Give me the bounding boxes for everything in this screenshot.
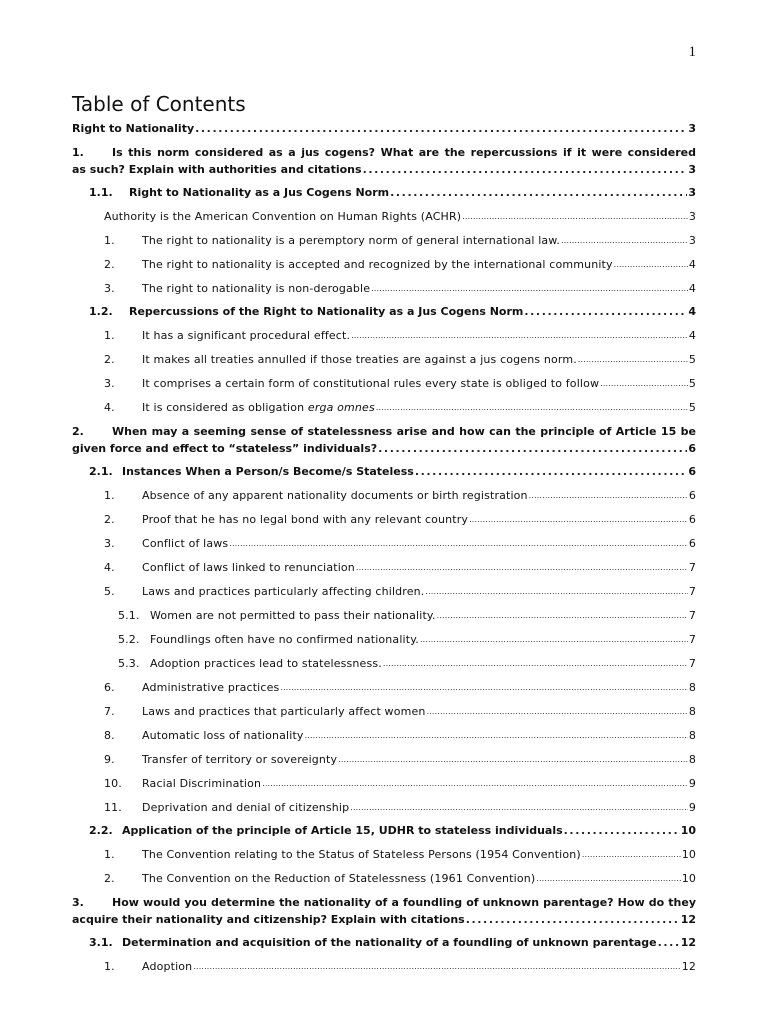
leader-dots [356,558,688,576]
toc-entry-2-1-11[interactable] [72,798,696,816]
toc-entry-3-1[interactable] [72,934,696,951]
toc-entry-page: 7 [688,561,696,574]
toc-entry-page: 12 [681,960,696,973]
toc-entry-1-2-2[interactable] [72,350,696,368]
toc-entry-page: 8 [688,681,696,694]
toc-entry-page: 3 [688,122,696,135]
toc-entry-label: Repercussions of the Right to Nationality as a Jus Cogens Norm [129,305,524,318]
toc-entry-page: 5 [688,401,696,414]
leader-dots [469,510,688,528]
leader-dots [437,606,688,624]
toc-entry-label: Instances When a Person/s Become/s Stateless [122,465,414,478]
toc-entry-2-1-2[interactable] [72,510,696,528]
toc-entry-number: 1. [104,234,115,247]
toc-entry-number: 2. [104,872,115,885]
toc-entry-1-1-1[interactable] [72,231,696,249]
toc-entry-page: 3 [688,186,696,199]
toc-entry-page: 10 [681,848,696,861]
leader-dots [658,934,680,951]
toc-entry-number: 2.1. [89,465,113,478]
toc-entry-page: 4 [688,282,696,295]
page-number: 1 [688,44,696,60]
toc-entry-number: 6. [104,681,115,694]
toc-entry-label: Foundlings often have no confirmed nationality. [150,633,419,646]
toc-entry-right-to-nationality[interactable] [72,120,696,137]
toc-entry-label: Administrative practices [142,681,280,694]
leader-dots [338,750,688,768]
toc-entry-number: 4. [104,561,115,574]
toc-entry-number: 1.1. [89,186,113,199]
toc-entry-label-line1: Is this norm considered as a jus cogens? What are the repercussions if it were considered [112,146,696,159]
toc-entry-page: 6 [688,537,696,550]
toc-entry-page: 8 [688,705,696,718]
leader-dots [614,255,688,273]
toc-entry-number: 3. [104,537,115,550]
toc-entry-number: 11. [104,801,122,814]
toc-entry-label: Deprivation and denial of citizenship [142,801,350,814]
toc-entry-number: 5.3. [118,657,140,670]
toc-entry-label: The right to nationality is a peremptory norm of general international law. [142,234,561,247]
leader-dots [390,184,687,201]
leader-dots [195,120,687,137]
toc-entry-2-1-7[interactable] [72,702,696,720]
toc-entry-label: Determination and acquisition of the nationality of a foundling of unknown parentage [122,936,657,949]
toc-entry-2-1-4[interactable] [72,558,696,576]
toc-entry-number: 2.2. [89,824,113,837]
toc-entry-page: 7 [688,657,696,670]
toc-entry-1-1-3[interactable] [72,279,696,297]
toc-entry-2-2-2[interactable] [72,869,696,887]
toc-entry-page: 7 [688,585,696,598]
toc-entry-page: 5 [688,353,696,366]
toc-entry-authority[interactable] [72,207,696,225]
toc-entry-label: Transfer of territory or sovereignty [142,753,338,766]
toc-entry-label: Authority is the American Convention on Human Rights (ACHR) [104,210,462,223]
toc-entry-number: 2. [104,513,115,526]
toc-entry-label: The Convention on the Reduction of Statelessness (1961 Convention) [142,872,536,885]
leader-dots [564,822,680,839]
toc-entry-section-3[interactable] [72,894,696,928]
toc-entry-number: 1. [104,489,115,502]
toc-entry-1-2-1[interactable] [72,326,696,344]
toc-entry-2-2[interactable] [72,822,696,839]
toc-entry-label: Adoption [142,960,193,973]
toc-entry-number: 3. [72,896,84,909]
leader-dots [350,798,688,816]
leader-dots [280,678,687,696]
leader-dots [524,303,687,320]
toc-entry-2-1-5-1[interactable] [72,606,696,624]
toc-entry-label: Right to Nationality [72,122,195,135]
toc-entry-number: 9. [104,753,115,766]
toc-entry-number: 4. [104,401,115,414]
leader-dots [193,957,680,975]
toc-entry-label-line1: How would you determine the nationality of a foundling of unknown parentage? How do they [112,896,696,909]
toc-entry-label: Conflict of laws [142,537,229,550]
toc-entry-page: 7 [688,609,696,622]
toc-entry-label: Adoption practices lead to statelessness. [150,657,382,670]
leader-dots [378,440,687,457]
toc-entry-number: 5.2. [118,633,140,646]
toc-entry-number: 1.2. [89,305,113,318]
toc-entry-page: 9 [688,777,696,790]
toc-entry-label: The right to nationality is accepted and recognized by the international community [142,258,613,271]
leader-dots [561,231,688,249]
toc-entry-number: 1. [104,848,115,861]
toc-entry-label: It is considered as obligation [142,401,305,414]
toc-entry-label-line2: given force and effect to “stateless” individuals? [72,442,378,455]
toc-entry-section-1[interactable] [72,144,696,178]
leader-dots [383,654,688,672]
toc-entry-label: Laws and practices particularly affecting children. [142,585,425,598]
toc-entry-1-1-2[interactable] [72,255,696,273]
toc-entry-label-italic: erga omnes [307,401,375,414]
toc-entry-label: Conflict of laws linked to renunciation [142,561,355,574]
toc-entry-number: 3. [104,282,115,295]
toc-entry-number: 2. [104,258,115,271]
toc-entry-label: The Convention relating to the Status of Stateless Persons (1954 Convention) [142,848,581,861]
toc-entry-2-1-5[interactable] [72,582,696,600]
toc-entry-2-1-8[interactable] [72,726,696,744]
toc-entry-2-1-6[interactable] [72,678,696,696]
toc-entry-number: 2. [104,353,115,366]
toc-entry-number: 10. [104,777,122,790]
toc-entry-2-1-5-2[interactable] [72,630,696,648]
toc-entry-2-2-1[interactable] [72,845,696,863]
toc-entry-page: 3 [688,234,696,247]
toc-entry-label: It has a significant procedural effect. [142,329,351,342]
toc-entry-number: 5.1. [118,609,140,622]
toc-entry-label: It makes all treaties annulled if those treaties are against a jus cogens norm. [142,353,577,366]
toc-entry-number: 1. [72,146,84,159]
toc-entry-page: 10 [680,824,696,837]
leader-dots [425,582,687,600]
toc-entry-2-1-3[interactable] [72,534,696,552]
leader-dots [229,534,688,552]
toc-entry-page: 12 [680,913,696,926]
toc-entry-page: 6 [688,442,696,455]
toc-entry-page: 12 [680,936,696,949]
toc-entry-1-2[interactable] [72,303,696,320]
leader-dots [376,398,688,416]
leader-dots [420,630,688,648]
table-of-contents [72,120,696,975]
toc-entry-label: Absence of any apparent nationality documents or birth registration [142,489,528,502]
toc-entry-page: 4 [688,305,696,318]
toc-entry-label: Laws and practices that particularly affect women [142,705,426,718]
toc-entry-page: 8 [688,729,696,742]
toc-entry-page: 3 [688,210,696,223]
toc-entry-page: 9 [688,801,696,814]
toc-entry-1-2-3[interactable] [72,374,696,392]
toc-entry-number: 1. [104,329,115,342]
leader-dots [582,845,681,863]
leader-dots [462,207,688,225]
toc-entry-number: 8. [104,729,115,742]
toc-entry-number: 1. [104,960,115,973]
toc-entry-page: 4 [688,329,696,342]
toc-entry-section-2[interactable] [72,423,696,457]
toc-entry-page: 3 [688,163,696,176]
leader-dots [415,463,688,480]
toc-entry-page: 5 [688,377,696,390]
toc-entry-2-1-1[interactable] [72,486,696,504]
toc-entry-page: 7 [688,633,696,646]
toc-entry-label: Racial Discrimination [142,777,262,790]
toc-entry-page: 6 [688,513,696,526]
toc-entry-number: 3.1. [89,936,113,949]
toc-entry-label: The right to nationality is non-derogable [142,282,371,295]
toc-entry-page: 8 [688,753,696,766]
toc-entry-2-1[interactable] [72,463,696,480]
toc-entry-page: 6 [688,465,696,478]
toc-entry-2-1-10[interactable] [72,774,696,792]
toc-entry-page: 10 [681,872,696,885]
leader-dots [529,486,688,504]
toc-entry-label: Women are not permitted to pass their nationality. [150,609,436,622]
leader-dots [351,326,688,344]
toc-entry-label: Right to Nationality as a Jus Cogens Norm [129,186,390,199]
leader-dots [262,774,688,792]
toc-entry-page: 4 [688,258,696,271]
toc-entry-label-line1: When may a seeming sense of statelessness arise and how can the principle of Article 15 be [112,425,696,438]
toc-entry-2-1-9[interactable] [72,750,696,768]
toc-title: Table of Contents [72,92,246,116]
toc-entry-label: Application of the principle of Article 15, UDHR to stateless individuals [122,824,563,837]
leader-dots [536,869,680,887]
toc-entry-1-2-4[interactable] [72,398,696,416]
toc-entry-label: Automatic loss of nationality [142,729,304,742]
toc-entry-number: 5. [104,585,115,598]
toc-entry-label-line2: acquire their nationality and citizenship? Explain with citations [72,913,465,926]
leader-dots [426,702,687,720]
toc-entry-2-1-5-3[interactable] [72,654,696,672]
leader-dots [363,161,688,178]
leader-dots [371,279,688,297]
leader-dots [305,726,688,744]
toc-entry-page: 6 [688,489,696,502]
toc-entry-number: 2. [72,425,84,438]
toc-entry-3-1-1[interactable] [72,957,696,975]
toc-entry-label: It comprises a certain form of constitutional rules every state is obliged to follow [142,377,600,390]
toc-entry-1-1[interactable] [72,184,696,201]
toc-entry-label-line2: as such? Explain with authorities and citations [72,163,362,176]
leader-dots [600,374,688,392]
leader-dots [466,911,680,928]
toc-entry-number: 3. [104,377,115,390]
toc-entry-label: Proof that he has no legal bond with any relevant country [142,513,469,526]
leader-dots [578,350,688,368]
toc-entry-number: 7. [104,705,115,718]
